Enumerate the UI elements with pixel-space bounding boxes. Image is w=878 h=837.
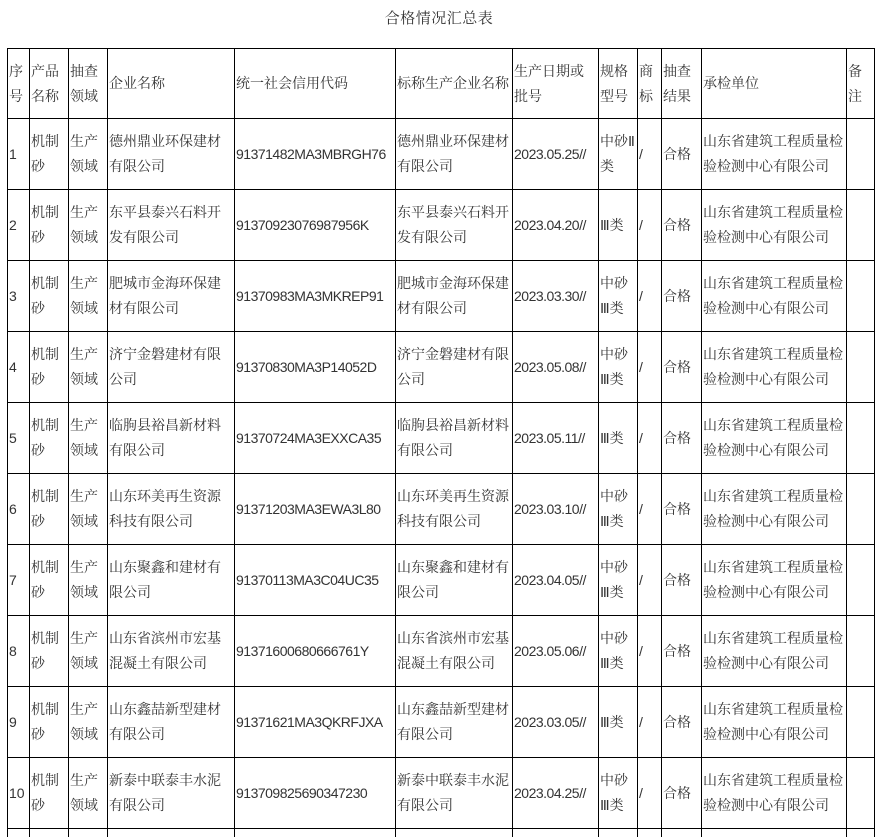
- cell-remark: [847, 332, 875, 403]
- cell-inspection-unit: 山东省建筑工程质量检验检测中心有限公司: [702, 190, 847, 261]
- cell-product-name: [30, 829, 69, 837]
- cell-production-date: 2023.04.25//: [513, 758, 599, 829]
- cell-trademark: /: [638, 119, 662, 190]
- cell-result: 合格: [662, 616, 702, 687]
- cell-trademark: /: [638, 616, 662, 687]
- cell-remark: [847, 119, 875, 190]
- cell-credit-code: [235, 829, 396, 837]
- cell-index: [8, 829, 30, 837]
- cell-index: 10: [8, 758, 30, 829]
- cell-credit-code: 91371482MA3MBRGH76: [235, 119, 396, 190]
- cell-producer-name: 济宁金磐建材有限公司: [396, 332, 513, 403]
- cell-production-date: 2023.05.06//: [513, 616, 599, 687]
- cell-inspection-field: 生产领域: [69, 332, 108, 403]
- cell-trademark: /: [638, 545, 662, 616]
- cell-producer-name: 山东省滨州市宏基混凝土有限公司: [396, 616, 513, 687]
- cell-credit-code: 913709825690347230: [235, 758, 396, 829]
- cell-company-name: 临朐县裕昌新材料有限公司: [108, 403, 235, 474]
- cell-remark: [847, 616, 875, 687]
- cell-inspection-unit: [702, 829, 847, 837]
- cell-trademark: /: [638, 332, 662, 403]
- table-row: [8, 403, 875, 474]
- cell-credit-code: 91371600680666761Y: [235, 616, 396, 687]
- column-header: 承检单位: [702, 49, 847, 119]
- table-row: [8, 545, 875, 616]
- cell-remark: [847, 403, 875, 474]
- cell-index: 6: [8, 474, 30, 545]
- cell-inspection-field: 生产领域: [69, 616, 108, 687]
- cell-producer-name: 临朐县裕昌新材料有限公司: [396, 403, 513, 474]
- cell-company-name: 山东鑫喆新型建材有限公司: [108, 687, 235, 758]
- header-row: [8, 49, 875, 119]
- cell-inspection-unit: 山东省建筑工程质量检验检测中心有限公司: [702, 119, 847, 190]
- cell-production-date: 2023.03.10//: [513, 474, 599, 545]
- cell-index: 9: [8, 687, 30, 758]
- cell-credit-code: 91371621MA3QKRFJXA: [235, 687, 396, 758]
- table-row-partial: [8, 829, 875, 837]
- cell-result: 合格: [662, 545, 702, 616]
- cell-spec-model: [599, 829, 638, 837]
- cell-production-date: [513, 829, 599, 837]
- table-row: [8, 332, 875, 403]
- cell-remark: [847, 545, 875, 616]
- cell-trademark: /: [638, 758, 662, 829]
- cell-product-name: 机制砂: [30, 119, 69, 190]
- cell-index: 8: [8, 616, 30, 687]
- cell-inspection-field: 生产领域: [69, 190, 108, 261]
- cell-inspection-unit: 山东省建筑工程质量检验检测中心有限公司: [702, 474, 847, 545]
- cell-product-name: 机制砂: [30, 332, 69, 403]
- cell-result: 合格: [662, 474, 702, 545]
- table-header: [8, 49, 875, 119]
- cell-inspection-field: [69, 829, 108, 837]
- cell-spec-model: Ⅲ类: [599, 190, 638, 261]
- cell-company-name: 山东省滨州市宏基混凝土有限公司: [108, 616, 235, 687]
- cell-producer-name: 新泰中联泰丰水泥有限公司: [396, 758, 513, 829]
- cell-inspection-unit: 山东省建筑工程质量检验检测中心有限公司: [702, 545, 847, 616]
- cell-product-name: 机制砂: [30, 261, 69, 332]
- cell-inspection-field: 生产领域: [69, 474, 108, 545]
- table-row: [8, 261, 875, 332]
- cell-company-name: 德州鼎业环保建材有限公司: [108, 119, 235, 190]
- cell-producer-name: 山东聚鑫和建材有限公司: [396, 545, 513, 616]
- column-header: 抽查结果: [662, 49, 702, 119]
- cell-trademark: /: [638, 190, 662, 261]
- cell-credit-code: 91370923076987956K: [235, 190, 396, 261]
- cell-product-name: 机制砂: [30, 190, 69, 261]
- cell-spec-model: 中砂Ⅲ类: [599, 616, 638, 687]
- cell-spec-model: 中砂Ⅲ类: [599, 261, 638, 332]
- cell-spec-model: Ⅲ类: [599, 687, 638, 758]
- cell-remark: [847, 758, 875, 829]
- cell-inspection-field: 生产领域: [69, 261, 108, 332]
- cell-inspection-field: 生产领域: [69, 403, 108, 474]
- cell-production-date: 2023.05.08//: [513, 332, 599, 403]
- cell-spec-model: 中砂Ⅲ类: [599, 332, 638, 403]
- cell-index: 2: [8, 190, 30, 261]
- cell-result: 合格: [662, 119, 702, 190]
- cell-product-name: 机制砂: [30, 545, 69, 616]
- cell-credit-code: 91370113MA3C04UC35: [235, 545, 396, 616]
- cell-inspection-unit: 山东省建筑工程质量检验检测中心有限公司: [702, 687, 847, 758]
- cell-production-date: 2023.05.25//: [513, 119, 599, 190]
- cell-credit-code: 91370724MA3EXXCA35: [235, 403, 396, 474]
- cell-producer-name: 德州鼎业环保建材有限公司: [396, 119, 513, 190]
- cell-production-date: 2023.03.30//: [513, 261, 599, 332]
- cell-result: 合格: [662, 687, 702, 758]
- cell-result: 合格: [662, 758, 702, 829]
- cell-result: 合格: [662, 332, 702, 403]
- cell-remark: [847, 474, 875, 545]
- cell-producer-name: [396, 829, 513, 837]
- cell-production-date: 2023.03.05//: [513, 687, 599, 758]
- cell-index: 3: [8, 261, 30, 332]
- cell-product-name: 机制砂: [30, 474, 69, 545]
- cell-remark: [847, 261, 875, 332]
- cell-inspection-unit: 山东省建筑工程质量检验检测中心有限公司: [702, 758, 847, 829]
- cell-spec-model: Ⅲ类: [599, 403, 638, 474]
- column-header: 序号: [8, 49, 30, 119]
- cell-producer-name: 肥城市金海环保建材有限公司: [396, 261, 513, 332]
- cell-remark: [847, 190, 875, 261]
- cell-inspection-unit: 山东省建筑工程质量检验检测中心有限公司: [702, 261, 847, 332]
- cell-credit-code: 91371203MA3EWA3L80: [235, 474, 396, 545]
- table-row: [8, 687, 875, 758]
- cell-spec-model: 中砂Ⅲ类: [599, 474, 638, 545]
- cell-producer-name: 山东鑫喆新型建材有限公司: [396, 687, 513, 758]
- column-header: 商标: [638, 49, 662, 119]
- cell-company-name: 东平县泰兴石料开发有限公司: [108, 190, 235, 261]
- cell-producer-name: 东平县泰兴石料开发有限公司: [396, 190, 513, 261]
- cell-credit-code: 91370983MA3MKREP91: [235, 261, 396, 332]
- page-title: 合格情况汇总表: [384, 10, 494, 27]
- column-header: 标称生产企业名称: [396, 49, 513, 119]
- cell-product-name: 机制砂: [30, 403, 69, 474]
- column-header: 企业名称: [108, 49, 235, 119]
- cell-spec-model: 中砂Ⅱ类: [599, 119, 638, 190]
- cell-company-name: [108, 829, 235, 837]
- table-row: [8, 616, 875, 687]
- cell-production-date: 2023.04.20//: [513, 190, 599, 261]
- cell-company-name: 山东环美再生资源科技有限公司: [108, 474, 235, 545]
- table-body: [8, 119, 875, 837]
- cell-product-name: 机制砂: [30, 758, 69, 829]
- cell-inspection-field: 生产领域: [69, 758, 108, 829]
- column-header: 统一社会信用代码: [235, 49, 396, 119]
- cell-trademark: /: [638, 474, 662, 545]
- cell-index: 7: [8, 545, 30, 616]
- cell-inspection-unit: 山东省建筑工程质量检验检测中心有限公司: [702, 616, 847, 687]
- cell-production-date: 2023.04.05//: [513, 545, 599, 616]
- cell-trademark: [638, 829, 662, 837]
- table-row: [8, 474, 875, 545]
- cell-remark: [847, 687, 875, 758]
- cell-spec-model: 中砂Ⅲ类: [599, 545, 638, 616]
- table-row: [8, 758, 875, 829]
- cell-remark: [847, 829, 875, 837]
- cell-inspection-field: 生产领域: [69, 119, 108, 190]
- cell-trademark: /: [638, 687, 662, 758]
- cell-inspection-field: 生产领域: [69, 545, 108, 616]
- cell-product-name: 机制砂: [30, 687, 69, 758]
- table-row: [8, 119, 875, 190]
- cell-spec-model: 中砂Ⅲ类: [599, 758, 638, 829]
- cell-inspection-unit: 山东省建筑工程质量检验检测中心有限公司: [702, 403, 847, 474]
- cell-index: 1: [8, 119, 30, 190]
- cell-trademark: /: [638, 403, 662, 474]
- cell-result: 合格: [662, 403, 702, 474]
- column-header: 抽查领域: [69, 49, 108, 119]
- column-header: 规格型号: [599, 49, 638, 119]
- summary-table: [7, 48, 875, 837]
- column-header: 生产日期或批号: [513, 49, 599, 119]
- cell-result: 合格: [662, 261, 702, 332]
- table-row: [8, 190, 875, 261]
- column-header: 产品名称: [30, 49, 69, 119]
- cell-company-name: 肥城市金海环保建材有限公司: [108, 261, 235, 332]
- cell-result: [662, 829, 702, 837]
- cell-inspection-unit: 山东省建筑工程质量检验检测中心有限公司: [702, 332, 847, 403]
- column-header: 备注: [847, 49, 875, 119]
- cell-index: 5: [8, 403, 30, 474]
- cell-credit-code: 91370830MA3P14052D: [235, 332, 396, 403]
- cell-company-name: 山东聚鑫和建材有限公司: [108, 545, 235, 616]
- cell-result: 合格: [662, 190, 702, 261]
- cell-company-name: 济宁金磐建材有限公司: [108, 332, 235, 403]
- cell-production-date: 2023.05.11//: [513, 403, 599, 474]
- cell-company-name: 新泰中联泰丰水泥有限公司: [108, 758, 235, 829]
- cell-trademark: /: [638, 261, 662, 332]
- cell-inspection-field: 生产领域: [69, 687, 108, 758]
- cell-producer-name: 山东环美再生资源科技有限公司: [396, 474, 513, 545]
- cell-product-name: 机制砂: [30, 616, 69, 687]
- cell-index: 4: [8, 332, 30, 403]
